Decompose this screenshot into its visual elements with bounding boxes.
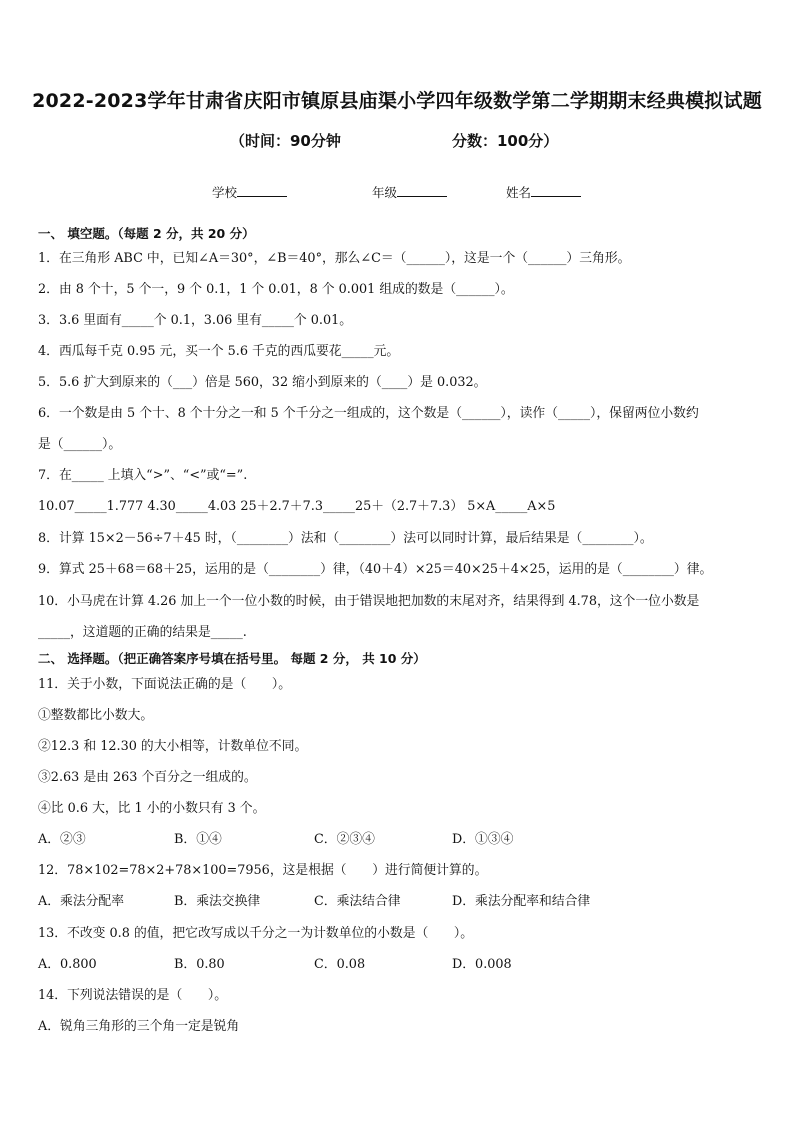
q11-stem: 11．关于小数，下面说法正确的是（ ）。 <box>38 677 292 692</box>
option-d[interactable]: D．①③④ <box>452 832 514 847</box>
school-field <box>212 183 287 201</box>
question-line: 3．3.6 里面有_____个 0.1，3.06 里有_____个 0.01。 <box>38 313 353 328</box>
section2-heading: 二、 选择题。（把正确答案序号填在括号里。 每题 2 分， 共 10 分） <box>38 651 426 666</box>
time-label: （时间：90分钟 <box>230 132 341 150</box>
grade-blank <box>397 184 447 197</box>
school-label: 学校 <box>212 185 238 200</box>
option-a[interactable]: A．乘法分配率 <box>38 894 125 909</box>
q12-stem: 12．78×102=78×2+78×100=7956，这是根据（ ）进行简便计算的。 <box>38 863 488 878</box>
option-a[interactable]: A．②③ <box>38 832 86 847</box>
page-title: 2022-2023学年甘肃省庆阳市镇原县庙渠小学四年级数学第二学期期末经典模拟试题 <box>32 90 762 112</box>
section1-heading: 一、 填空题。（每题 2 分，共 20 分） <box>38 226 255 241</box>
option-b[interactable]: B．乘法交换律 <box>174 894 261 909</box>
option-c[interactable]: C．0.08 <box>314 957 366 972</box>
grade-label: 年级 <box>372 185 398 200</box>
name-label: 姓名 <box>506 185 532 200</box>
score-label: 分数：100分） <box>452 132 559 150</box>
question-line: _____，这道题的正确的结果是_____. <box>38 625 247 640</box>
option-a[interactable]: A．0.800 <box>38 957 97 972</box>
q13-stem: 13．不改变 0.8 的值，把它改写成以千分之一为计数单位的小数是（ ）。 <box>38 926 474 941</box>
question-line: 是（______）。 <box>38 437 122 452</box>
q11-statement: ②12.3 和 12.30 的大小相等，计数单位不同。 <box>38 739 308 754</box>
option-c[interactable]: C．②③④ <box>314 832 375 847</box>
question-line: 8．计算 15×2－56÷7＋45 时，（________）法和（________）法可以同时计算，最后结果是（________）。 <box>38 531 653 546</box>
grade-field <box>372 183 447 201</box>
q11-statement: ①整数都比小数大。 <box>38 708 154 723</box>
question-line: 10．小马虎在计算 4.26 加上一个一位小数的时候，由于错误地把加数的末尾对齐，结果得到 4.78，这个一位小数是 <box>38 594 700 609</box>
question-line: 7．在_____ 上填入“>”、“<”或“=”. <box>38 468 248 483</box>
school-blank <box>237 184 287 197</box>
question-line: 2．由 8 个十，5 个一，9 个 0.1，1 个 0.01，8 个 0.001 组成的数是（______）。 <box>38 282 514 297</box>
q14-stem: 14．下列说法错误的是（ ）。 <box>38 988 228 1003</box>
question-line: 1．在三角形 ABC 中，已知∠A＝30°，∠B＝40°，那么∠C＝（______），这是一个（______）三角形。 <box>38 251 631 266</box>
question-line: 4．西瓜每千克 0.95 元，买一个 5.6 千克的西瓜要花_____元。 <box>38 344 400 359</box>
option-b[interactable]: B．0.80 <box>174 957 225 972</box>
question-line: 10.07_____1.777 4.30_____4.03 25＋2.7＋7.3_____25＋（2.7＋7.3） 5×A_____A×5 <box>38 499 556 514</box>
question-line: 5．5.6 扩大到原来的（___）倍是 560，32 缩小到原来的（____）是 0.032。 <box>38 375 487 390</box>
option-c[interactable]: C．乘法结合律 <box>314 894 401 909</box>
question-line: 6．一个数是由 5 个十、8 个十分之一和 5 个千分之一组成的，这个数是（______），读作（_____），保留两位小数约 <box>38 406 699 421</box>
name-field <box>506 183 581 201</box>
name-blank <box>531 184 581 197</box>
option-b[interactable]: B．①④ <box>174 832 222 847</box>
option-d[interactable]: D．0.008 <box>452 957 512 972</box>
q11-statement: ④比 0.6 大，比 1 小的小数只有 3 个。 <box>38 801 266 816</box>
q11-statement: ③2.63 是由 263 个百分之一组成的。 <box>38 770 257 785</box>
option-a[interactable]: A．锐角三角形的三个角一定是锐角 <box>38 1019 240 1034</box>
option-d[interactable]: D．乘法分配率和结合律 <box>452 894 591 909</box>
question-line: 9．算式 25＋68＝68＋25，运用的是（________）律，（40＋4）×25＝40×25＋4×25，运用的是（________）律。 <box>38 562 713 577</box>
